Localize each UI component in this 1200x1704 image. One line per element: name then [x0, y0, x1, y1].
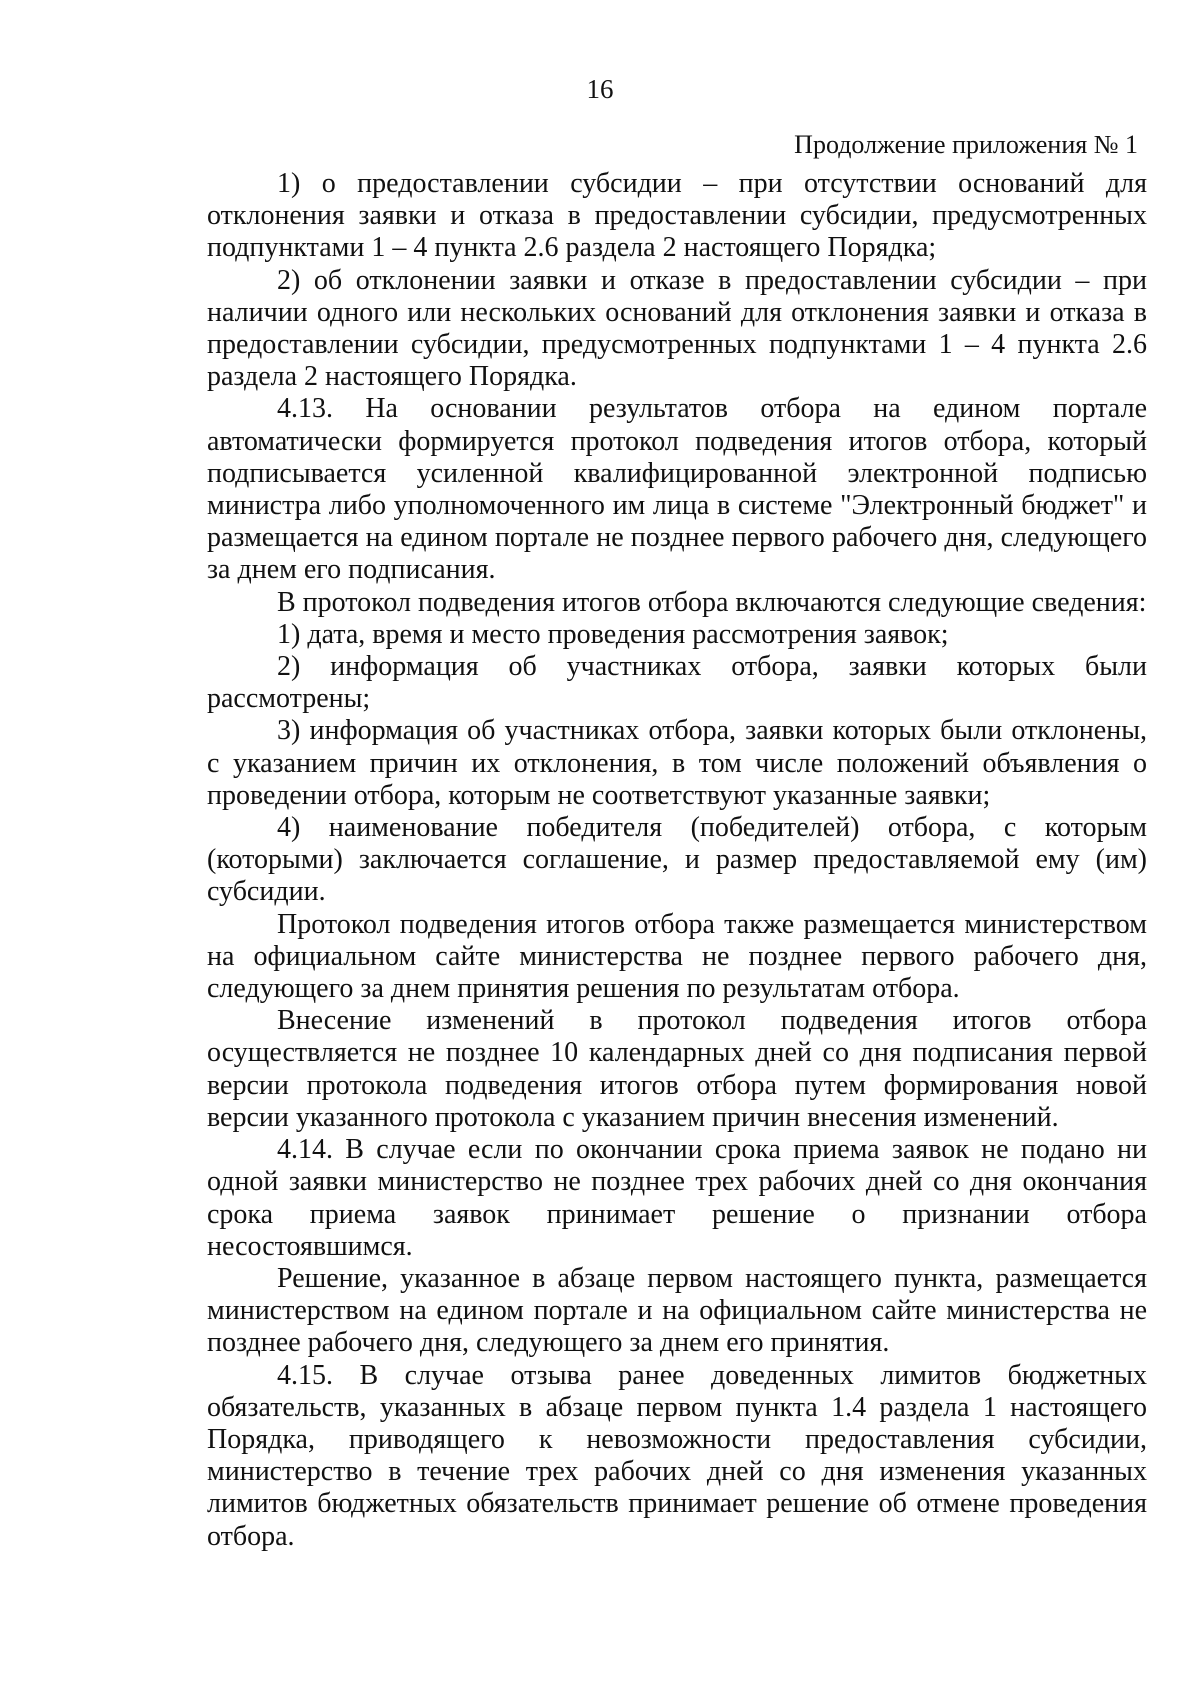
paragraph: 2) информация об участниках отбора, заявки которых были рассмотрены; — [207, 651, 1147, 715]
paragraph: 4) наименование победителя (победителей) отбора, с которым (которыми) заключается соглашение, и размер предоставляемой ему (им) субсидии. — [207, 812, 1147, 908]
paragraph: Решение, указанное в абзаце первом настоящего пункта, размещается министерством на едином портале и на официальном сайте министерства не позднее рабочего дня, следующего за днем его принятия. — [207, 1262, 1147, 1359]
paragraph: 4.15. В случае отзыва ранее доведенных лимитов бюджетных обязательств, указанных в абзаце первом пункта 1.4 раздела 1 настоящего Порядка, приводящего к невозможности предоставления субсидии, министерство в течение трех рабочих дней со дня изменения указанных лимитов бюджетных обязательств принимает решение об отмене проведения отбора. — [207, 1359, 1147, 1552]
appendix-note: Продолжение приложения № 1 — [794, 130, 1138, 159]
paragraph: 3) информация об участниках отбора, заявки которых были отклонены, с указанием причин их отклонения, в том числе положений объявления о проведении отбора, которым не соответствуют указанные заявки; — [207, 715, 1147, 811]
paragraph: 1) о предоставлении субсидии – при отсутствии оснований для отклонения заявки и отказа в предоставлении субсидии, предусмотренных подпунктами 1 – 4 пункта 2.6 раздела 2 настоящего Порядка; — [207, 168, 1147, 264]
paragraph: Внесение изменений в протокол подведения итогов отбора осуществляется не позднее 10 календарных дней со дня подписания первой версии протокола подведения итогов отбора путем формирования новой версии указанного протокола с указанием причин внесения изменений. — [207, 1005, 1147, 1133]
paragraph: Протокол подведения итогов отбора также размещается министерством на официальном сайте министерства не позднее первого рабочего дня, следующего за днем принятия решения по результатам отбора. — [207, 908, 1147, 1005]
paragraph: В протокол подведения итогов отбора включаются следующие сведения: — [277, 586, 1147, 618]
document-body — [207, 168, 1147, 1553]
paragraph: 1) дата, время и место проведения рассмотрения заявок; — [277, 618, 949, 650]
page-number: 16 — [586, 74, 614, 104]
paragraph: 4.13. На основании результатов отбора на едином портале автоматически формируется протокол подведения итогов отбора, который подписывается усиленной квалифицированной электронной подписью министра либо уполномоченного им лица в системе "Электронный бюджет" и размещается на едином портале не позднее первого рабочего дня, следующего за днем его подписания. — [207, 393, 1147, 586]
paragraph: 2) об отклонении заявки и отказе в предоставлении субсидии – при наличии одного или нескольких оснований для отклонения заявки и отказа в предоставлении субсидии, предусмотренных подпунктами 1 – 4 пункта 2.6 раздела 2 настоящего Порядка. — [207, 264, 1147, 393]
paragraph: 4.14. В случае если по окончании срока приема заявок не подано ни одной заявки министерство не позднее трех рабочих дней со дня окончания срока приема заявок принимает решение о признании отбора несостоявшимся. — [207, 1134, 1147, 1262]
